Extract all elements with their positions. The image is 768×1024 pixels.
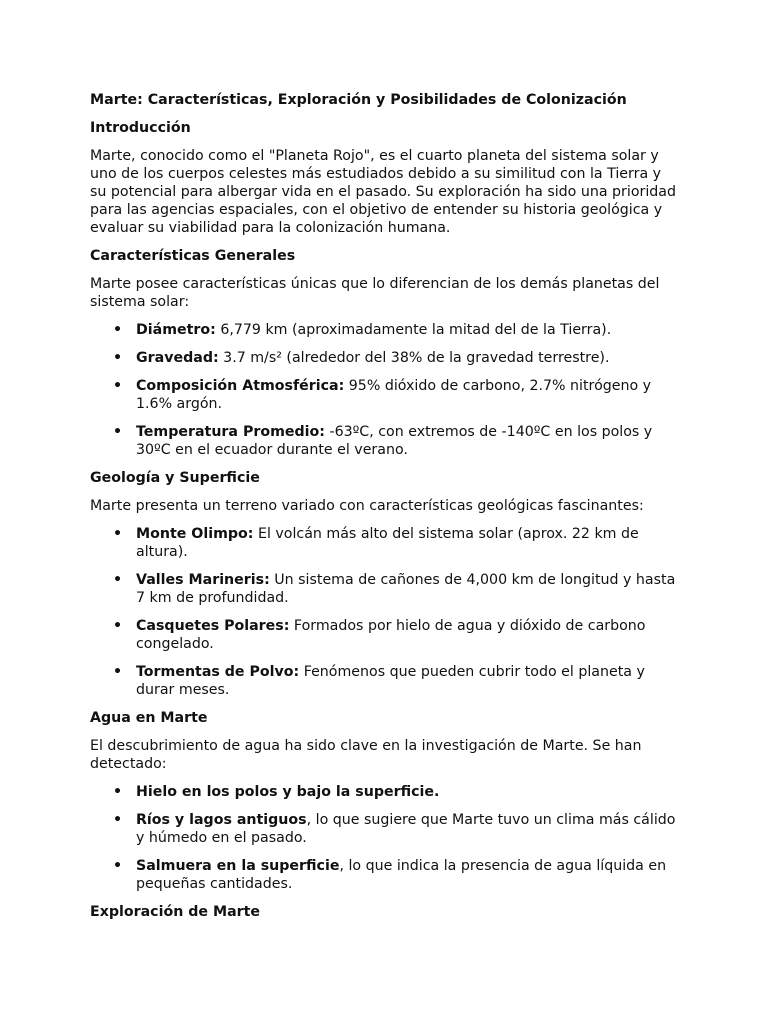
list-item <box>90 857 678 893</box>
list-item <box>90 321 678 339</box>
bullet-icon: • <box>113 572 123 588</box>
list-item <box>90 525 678 561</box>
list-item <box>90 811 678 847</box>
list-item <box>90 617 678 653</box>
list-item <box>90 783 678 801</box>
water-heading: Agua en Marte <box>90 710 208 726</box>
bullet-icon: • <box>113 526 123 542</box>
item-text: , lo que sugiere que Marte tuvo un clima más cálido y húmedo en el pasado. <box>136 812 676 846</box>
item-label: Ríos y lagos antiguos <box>136 812 307 828</box>
list-item <box>90 349 678 367</box>
intro-paragraph: Marte, conocido como el "Planeta Rojo", es el cuarto planeta del sistema solar y uno de los cuerpos celestes más estudiados debido a su similitud con la Tierra y su potencial para albergar vida en el pasado. Su exploración ha sido una prioridad para las agencias espaciales, con el objetivo de entender su historia geológica y evaluar su viabilidad para la colonización humana. <box>90 148 676 236</box>
bullet-icon: • <box>113 378 123 394</box>
bullet-icon: • <box>113 664 123 680</box>
general-list <box>90 321 678 459</box>
item-text: 3.7 m/s² (alrededor del 38% de la gravedad terrestre). <box>218 350 610 366</box>
bullet-icon: • <box>113 858 123 874</box>
list-item <box>90 377 678 413</box>
document-title: Marte: Características, Exploración y Posibilidades de Colonización <box>90 92 627 108</box>
water-list <box>90 783 678 893</box>
item-label: Casquetes Polares: <box>136 618 290 634</box>
item-text: El volcán más alto del sistema solar (aprox. 22 km de altura). <box>136 526 639 560</box>
intro-heading: Introducción <box>90 120 191 136</box>
bullet-icon: • <box>113 322 123 338</box>
item-text: 6,779 km (aproximadamente la mitad del de la Tierra). <box>215 322 612 338</box>
item-text: Un sistema de cañones de 4,000 km de longitud y hasta 7 km de profundidad. <box>136 572 676 606</box>
general-heading: Características Generales <box>90 248 296 264</box>
bullet-icon: • <box>113 812 123 828</box>
item-label: Tormentas de Polvo: <box>136 664 300 680</box>
item-label: Hielo en los polos y bajo la superficie. <box>136 784 440 800</box>
list-item <box>90 663 678 699</box>
geology-list <box>90 525 678 699</box>
item-text: Formados por hielo de agua y dióxido de carbono congelado. <box>136 618 646 652</box>
item-label: Composición Atmosférica: <box>136 378 345 394</box>
exploration-heading: Exploración de Marte <box>90 904 261 920</box>
item-label: Valles Marineris: <box>136 572 270 588</box>
item-text: -63ºC, con extremos de -140ºC en los polos y 30ºC en el ecuador durante el verano. <box>136 424 653 458</box>
water-paragraph: El descubrimiento de agua ha sido clave en la investigación de Marte. Se han detectado: <box>90 738 642 772</box>
bullet-icon: • <box>113 784 123 800</box>
item-label: Gravedad: <box>136 350 219 366</box>
list-item <box>90 423 678 459</box>
item-text: 95% dióxido de carbono, 2.7% nitrógeno y 1.6% argón. <box>136 378 652 412</box>
item-label: Diámetro: <box>136 322 216 338</box>
bullet-icon: • <box>113 424 123 440</box>
general-paragraph: Marte posee características únicas que lo diferencian de los demás planetas del sistema solar: <box>90 276 660 310</box>
item-text: Fenómenos que pueden cubrir todo el planeta y durar meses. <box>136 664 645 698</box>
item-label: Monte Olimpo: <box>136 526 254 542</box>
geology-paragraph: Marte presenta un terreno variado con características geológicas fascinantes: <box>90 498 644 514</box>
item-text: , lo que indica la presencia de agua líquida en pequeñas cantidades. <box>136 858 667 892</box>
bullet-icon: • <box>113 350 123 366</box>
geology-heading: Geología y Superficie <box>90 470 260 486</box>
bullet-icon: • <box>113 618 123 634</box>
item-label: Temperatura Promedio: <box>136 424 325 440</box>
item-label: Salmuera en la superficie <box>136 858 340 874</box>
list-item <box>90 571 678 607</box>
